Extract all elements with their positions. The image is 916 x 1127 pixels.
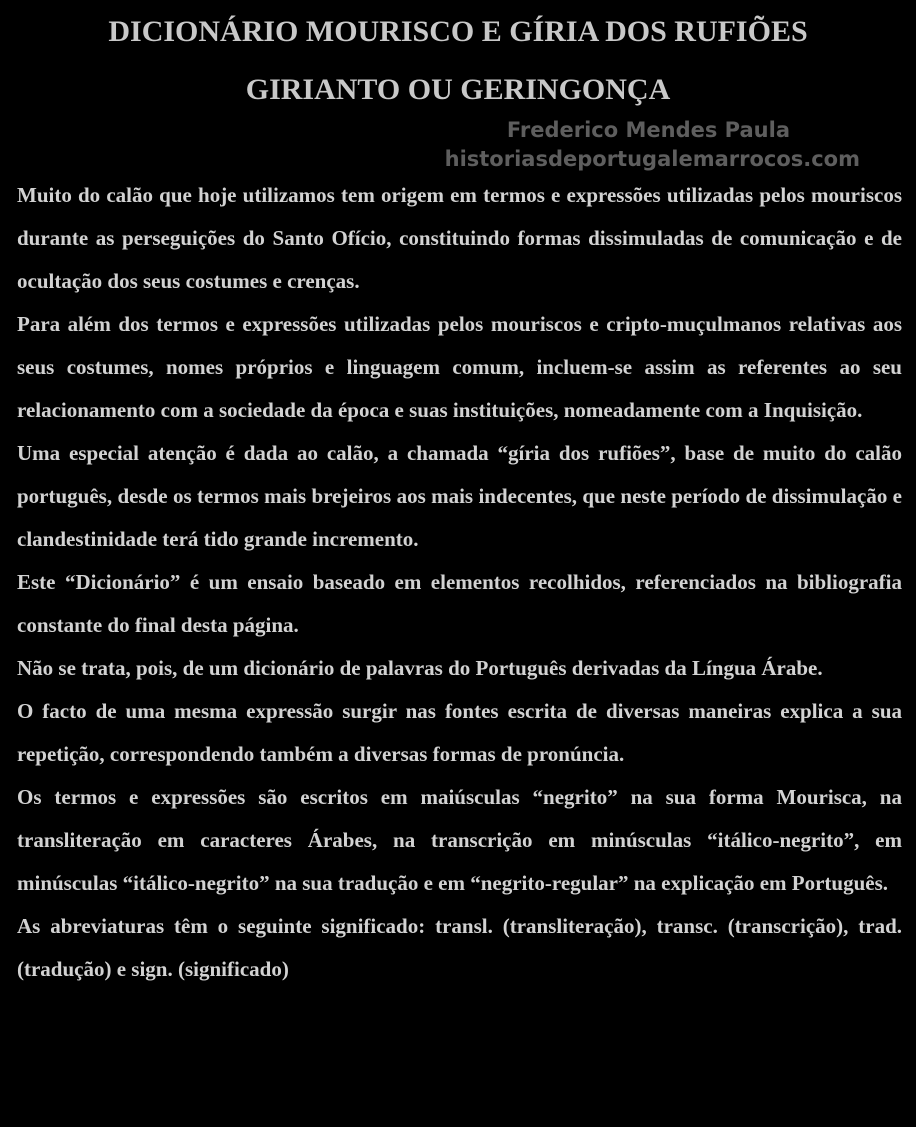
- paragraph-formatting: Os termos e expressões são escritos em maiúsculas “negrito” na sua forma Mourisca, na transliteração em caracteres Árabes, na transcrição em minúsculas “itálico-negrito”, em minúsculas “itálico-negrito” na sua tradução e em “negrito-regular” na explicação em Português.: [17, 785, 902, 895]
- page-subtitle: GIRIANTO OU GERINGONÇA: [245, 73, 671, 106]
- paragraph-repetition: O facto de uma mesma expressão surgir nas fontes escrita de diversas maneiras explica a sua repetição, correspondendo também a diversas formas de pronúncia.: [17, 699, 902, 766]
- paragraph-origin: Muito do calão que hoje utilizamos tem origem em termos e expressões utilizadas pelos mouriscos durante as perseguições do Santo Ofício, constituindo formas dissimuladas de comunicação e de ocultação dos seus costumes e crenças.: [17, 183, 902, 293]
- paragraph-abbreviations: As abreviaturas têm o seguinte significado: transl. (transliteração), transc. (transcrição), trad. (tradução) e sign. (significado): [17, 914, 902, 981]
- paragraph-not-arabic-dictionary: Não se trata, pois, de um dicionário de palavras do Português derivadas da Língua Árabe.: [17, 656, 823, 680]
- paragraph-scope: Para além dos termos e expressões utilizadas pelos mouriscos e cripto-muçulmanos relativas aos seus costumes, nomes próprios e linguagem comum, incluem-se assim as referentes ao seu relacionamento com a sociedade da época e suas instituições, nomeadamente com a Inquisição.: [17, 312, 902, 422]
- intro-text: [17, 174, 902, 991]
- watermark-author: Frederico Mendes Paula: [506, 118, 790, 142]
- paragraph-essay: Este “Dicionário” é um ensaio baseado em elementos recolhidos, referenciados na bibliografia constante do final desta página.: [17, 570, 902, 637]
- paragraph-slang: Uma especial atenção é dada ao calão, a chamada “gíria dos rufiões”, base de muito do calão português, desde os termos mais brejeiros aos mais indecentes, que neste período de dissimulação e clandestinidade terá tido grande incremento.: [17, 441, 902, 551]
- page-title: DICIONÁRIO MOURISCO E GÍRIA DOS RUFIÕES: [108, 15, 808, 48]
- watermark-site: historiasdeportugalemarrocos.com: [444, 147, 860, 171]
